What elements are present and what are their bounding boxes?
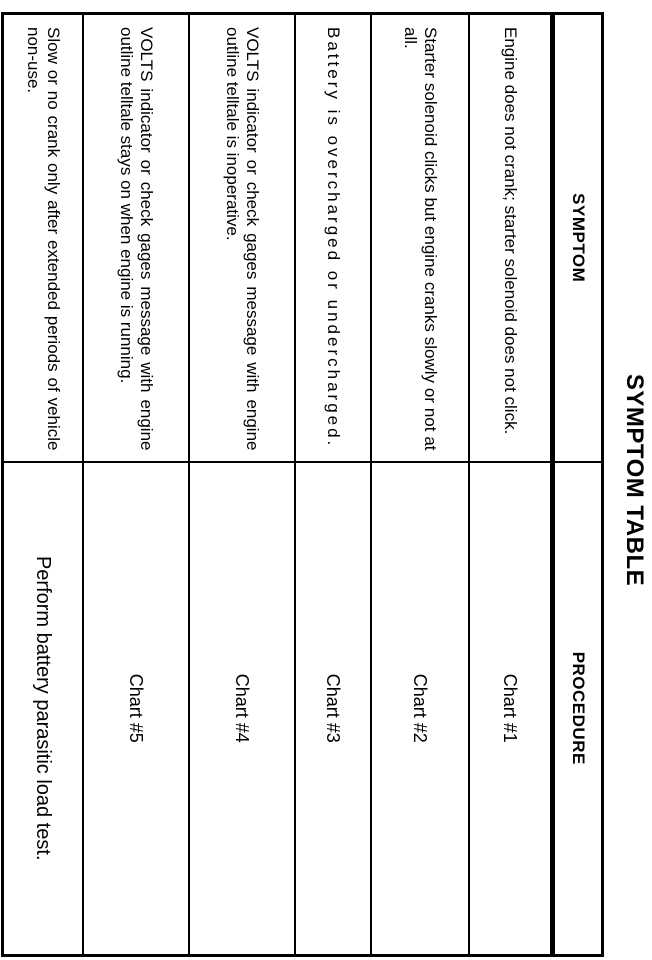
table-row [3,14,84,956]
procedure-cell: Chart #4 [189,462,295,956]
symptom-cell: Battery is overcharged or undercharged. [295,14,371,462]
procedure-cell: Chart #5 [83,462,189,956]
table-row [189,14,295,956]
table-row [371,14,469,956]
procedure-cell: Chart #2 [371,462,469,956]
procedure-cell: Chart #3 [295,462,371,956]
symptom-cell: VOLTS indicator or check gages message with engine outline telltale is inoperative. [189,14,295,462]
column-header-procedure: PROCEDURE [553,462,603,956]
procedure-cell: Perform battery parasitic load test. [3,462,84,956]
symptom-cell: Engine does not crank; starter solenoid does not click. [469,14,553,462]
symptom-cell: VOLTS indicator or check gages message with engine outline telltale stays on when engine is running. [83,14,189,462]
procedure-cell: Chart #1 [469,462,553,956]
symptom-table [1,12,604,957]
symptom-cell: Slow or no crank only after extended periods of vehicle non-use. [3,14,84,462]
table-header-row [553,14,603,956]
column-header-symptom: SYMPTOM [553,14,603,462]
table-row [295,14,371,956]
table-row [83,14,189,956]
page-title: SYMPTOM TABLE [621,373,648,587]
symptom-cell: Starter solenoid clicks but engine cranks slowly or not at all. [371,14,469,462]
table-row [469,14,553,956]
